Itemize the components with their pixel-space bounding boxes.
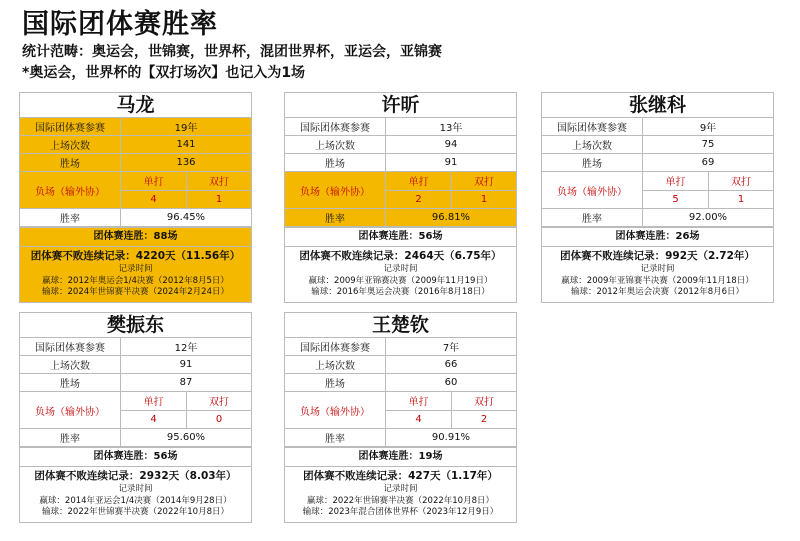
record-end-match xyxy=(287,287,514,299)
win-prefix: 赢球： xyxy=(42,275,68,286)
win-rate-value: 92.00% xyxy=(643,209,774,227)
appearances-label: 上场次数 xyxy=(285,136,386,154)
doubles-header: 双打 xyxy=(452,392,516,411)
player-card-ma-long xyxy=(19,92,252,303)
record-win-value: 2012年奥运会1/4决赛（2012年8月5日） xyxy=(67,275,229,286)
unbeaten-record-title: 团体赛不败连续记录：427天（1.17年） xyxy=(303,470,498,482)
player-card-fan-zhendong xyxy=(19,312,252,523)
unbeaten-record xyxy=(542,246,773,302)
player-name: 张继科 xyxy=(542,93,773,118)
unbeaten-record-title: 团体赛不败连续记录：4220天（11.56年） xyxy=(30,250,241,262)
win-prefix: 赢球： xyxy=(306,495,333,506)
doubles-header: 双打 xyxy=(187,172,251,191)
doubles-loss-value: 1 xyxy=(187,190,251,209)
win-rate-value: 96.45% xyxy=(121,209,252,227)
singles-loss-value: 2 xyxy=(386,190,452,209)
events-label: 国际团体赛参赛 xyxy=(542,118,643,136)
appearances-label: 上场次数 xyxy=(542,136,643,154)
record-start-match xyxy=(287,496,514,508)
events-value: 9年 xyxy=(643,118,774,136)
record-end-match xyxy=(287,507,514,519)
loss-prefix: 输球： xyxy=(311,287,337,297)
win-rate-label: 胜率 xyxy=(542,209,643,227)
singles-loss-value: 4 xyxy=(386,410,452,429)
wins-value: 136 xyxy=(121,154,252,172)
events-label: 国际团体赛参赛 xyxy=(285,338,386,356)
unbeaten-record xyxy=(20,246,251,302)
win-prefix: 赢球： xyxy=(39,495,65,506)
player-card-wang-chuqin xyxy=(284,312,517,523)
win-rate-label: 胜率 xyxy=(20,429,121,447)
doubles-loss-value: 1 xyxy=(709,190,773,209)
singles-loss-value: 4 xyxy=(121,190,187,209)
player-name: 王楚钦 xyxy=(285,313,516,338)
events-value: 13年 xyxy=(386,118,517,136)
losses-label: 负场（输外协） xyxy=(20,172,121,209)
record-end-match xyxy=(22,507,249,519)
scope-subtitle: 统计范畴：奥运会，世锦赛，世界杯，混团世界杯，亚运会，亚锦赛 xyxy=(22,44,442,60)
losses-label: 负场（输外协） xyxy=(20,392,121,429)
doubles-loss-value: 0 xyxy=(187,410,251,429)
record-win-value: 2009年亚锦赛半决赛（2009年11月18日） xyxy=(586,275,754,286)
player-name: 许昕 xyxy=(285,93,516,118)
unbeaten-record xyxy=(285,246,516,302)
record-start-match xyxy=(22,496,249,508)
losses-label: 负场（输外协） xyxy=(542,172,643,209)
win-streak: 团体赛连胜：19场 xyxy=(285,447,516,466)
appearances-value: 141 xyxy=(121,136,252,154)
appearances-label: 上场次数 xyxy=(20,136,121,154)
unbeaten-record xyxy=(20,466,251,522)
record-loss-value: 2012年奥运会决赛（2012年8月6日） xyxy=(596,287,745,297)
loss-prefix: 输球： xyxy=(302,507,329,517)
loss-prefix: 输球： xyxy=(41,507,68,517)
record-time-label: 记录时间 xyxy=(383,484,418,494)
unbeaten-record-title: 团体赛不败连续记录：2932天（8.03年） xyxy=(34,470,237,482)
record-start-match xyxy=(22,276,249,288)
win-rate-value: 90.91% xyxy=(386,429,517,447)
wins-label: 胜场 xyxy=(285,374,386,392)
events-label: 国际团体赛参赛 xyxy=(20,118,121,136)
unbeaten-record xyxy=(285,466,516,522)
win-rate-label: 胜率 xyxy=(20,209,121,227)
record-loss-value: 2023年混合团体世界杯（2023年12月9日） xyxy=(328,507,499,517)
unbeaten-record-title: 团体赛不败连续记录：992天（2.72年） xyxy=(560,250,755,262)
doubles-loss-value: 2 xyxy=(452,410,516,429)
wins-value: 87 xyxy=(121,374,252,392)
record-loss-value: 2024年世锦赛半决赛（2024年2月24日） xyxy=(67,287,229,297)
record-start-match xyxy=(287,276,514,288)
doubles-loss-value: 1 xyxy=(452,190,516,209)
record-loss-value: 2016年奥运会决赛（2016年8月18日） xyxy=(336,287,490,297)
singles-header: 单打 xyxy=(386,392,452,411)
wins-value: 69 xyxy=(643,154,774,172)
doubles-header: 双打 xyxy=(452,172,516,191)
singles-header: 单打 xyxy=(643,172,709,191)
win-streak: 团体赛连胜：56场 xyxy=(20,447,251,466)
record-time-label: 记录时间 xyxy=(118,264,153,274)
page-title: 国际团体赛胜率 xyxy=(22,9,218,40)
doubles-header: 双打 xyxy=(187,392,251,411)
singles-loss-value: 5 xyxy=(643,190,709,209)
singles-header: 单打 xyxy=(386,172,452,191)
doubles-header: 双打 xyxy=(709,172,773,191)
player-name: 马龙 xyxy=(20,93,251,118)
loss-prefix: 输球： xyxy=(570,287,597,297)
win-rate-value: 95.60% xyxy=(121,429,252,447)
unbeaten-record-title: 团体赛不败连续记录：2464天（6.75年） xyxy=(299,250,502,262)
losses-label: 负场（输外协） xyxy=(285,392,386,429)
wins-label: 胜场 xyxy=(542,154,643,172)
events-label: 国际团体赛参赛 xyxy=(285,118,386,136)
appearances-value: 94 xyxy=(386,136,517,154)
win-streak: 团体赛连胜：88场 xyxy=(20,227,251,246)
wins-label: 胜场 xyxy=(285,154,386,172)
win-streak: 团体赛连胜：26场 xyxy=(542,227,773,246)
singles-header: 单打 xyxy=(121,172,187,191)
singles-loss-value: 4 xyxy=(121,410,187,429)
player-name: 樊振东 xyxy=(20,313,251,338)
events-value: 7年 xyxy=(386,338,517,356)
events-value: 19年 xyxy=(121,118,252,136)
note-subtitle: *奥运会，世界杯的【双打场次】也记入为1场 xyxy=(22,65,306,81)
player-card-zhang-jike xyxy=(541,92,774,303)
losses-label: 负场（输外协） xyxy=(285,172,386,209)
record-time-label: 记录时间 xyxy=(383,264,418,274)
player-card-xu-xin xyxy=(284,92,517,303)
record-start-match xyxy=(544,276,771,288)
loss-prefix: 输球： xyxy=(41,287,68,297)
win-rate-label: 胜率 xyxy=(285,429,386,447)
win-prefix: 赢球： xyxy=(308,275,335,286)
wins-label: 胜场 xyxy=(20,374,121,392)
record-time-label: 记录时间 xyxy=(118,484,153,494)
record-loss-value: 2022年世锦赛半决赛（2022年10月8日） xyxy=(67,507,229,517)
record-end-match xyxy=(544,287,771,299)
win-streak: 团体赛连胜：56场 xyxy=(285,227,516,246)
appearances-value: 66 xyxy=(386,356,517,374)
appearances-label: 上场次数 xyxy=(285,356,386,374)
record-end-match xyxy=(22,287,249,299)
record-win-value: 2009年亚锦赛决赛（2009年11月19日） xyxy=(334,275,493,286)
appearances-value: 91 xyxy=(121,356,252,374)
win-rate-label: 胜率 xyxy=(285,209,386,227)
events-value: 12年 xyxy=(121,338,252,356)
record-time-label: 记录时间 xyxy=(640,264,675,274)
wins-value: 60 xyxy=(386,374,517,392)
wins-label: 胜场 xyxy=(20,154,121,172)
record-win-value: 2022年世锦赛半决赛（2022年10月8日） xyxy=(332,495,494,506)
singles-header: 单打 xyxy=(121,392,187,411)
wins-value: 91 xyxy=(386,154,517,172)
win-rate-value: 96.81% xyxy=(386,209,517,227)
events-label: 国际团体赛参赛 xyxy=(20,338,121,356)
appearances-label: 上场次数 xyxy=(20,356,121,374)
appearances-value: 75 xyxy=(643,136,774,154)
win-prefix: 赢球： xyxy=(561,275,587,286)
record-win-value: 2014年亚运会1/4决赛（2014年9月28日） xyxy=(64,495,232,506)
